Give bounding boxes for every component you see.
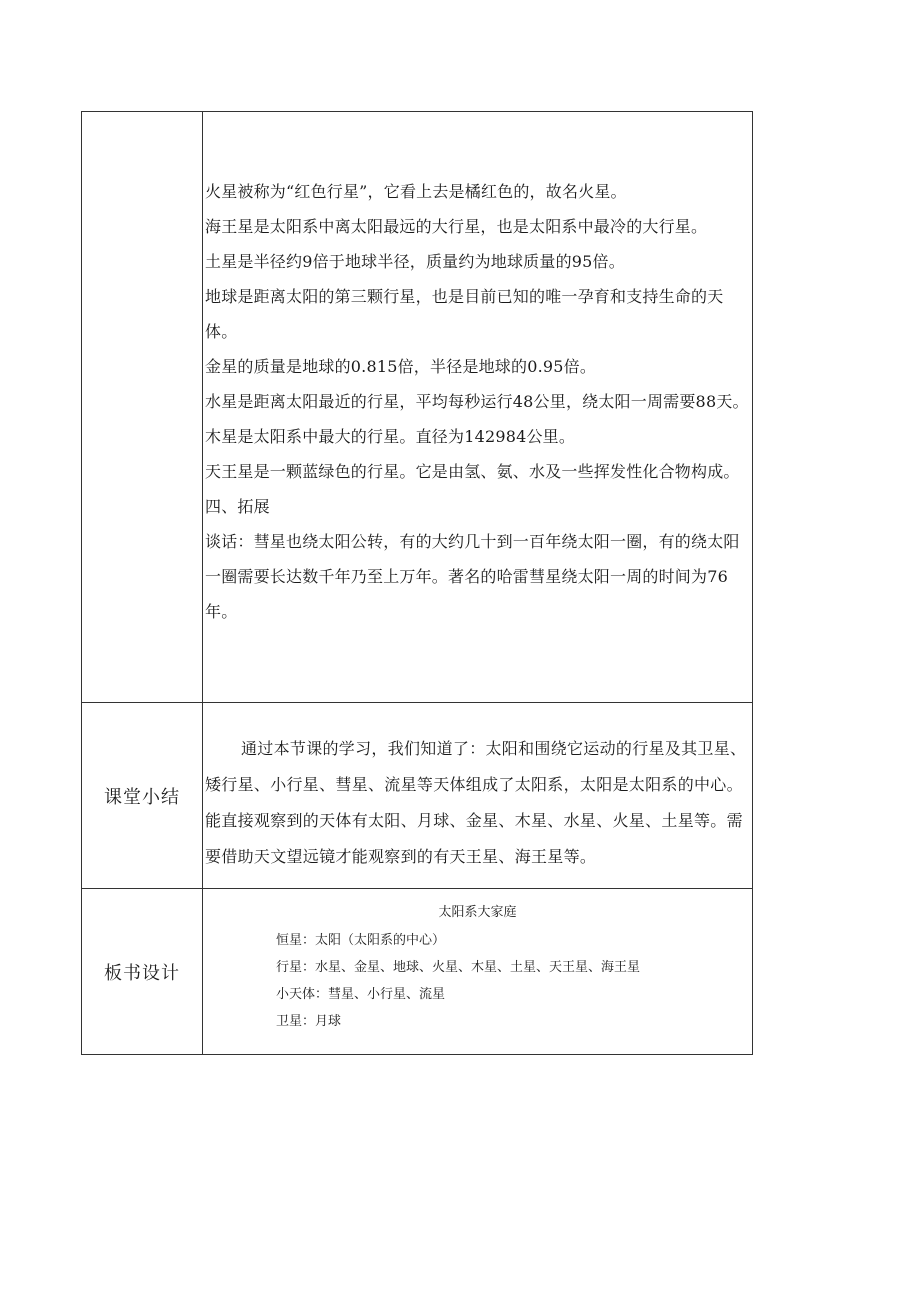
mercury-text: 水星是距离太阳最近的行星，平均每秒运行48公里，绕太阳一周需要88天。 <box>205 392 749 411</box>
board-row <box>82 889 753 1055</box>
jupiter-text: 木星是太阳系中最大的行星。直径为142984公里。 <box>205 427 576 446</box>
comet-text: 谈话：彗星也绕太阳公转，有的大约几十到一百年绕太阳一圈，有的绕太阳一圈需要长达数千年乃至上万年。著名的哈雷彗星绕太阳一周的时间为76年。 <box>205 532 740 621</box>
neptune-text: 海王星是太阳系中离太阳最远的大行星，也是太阳系中最冷的大行星。 <box>205 217 708 236</box>
board-line-star: 恒星：太阳（太阳系的中心） <box>276 933 446 948</box>
venus-text: 金星的质量是地球的0.815倍，半径是地球的0.95倍。 <box>205 357 597 376</box>
content-cell <box>203 112 753 703</box>
board-label: 板书设计 <box>82 889 203 1055</box>
content-label-cell <box>82 112 203 703</box>
content-row <box>82 112 753 703</box>
board-title: 太阳系大家庭 <box>438 905 517 920</box>
summary-row <box>82 703 753 889</box>
board-line-small-bodies: 小天体：彗星、小行星、流星 <box>276 987 446 1002</box>
summary-text: 通过本节课的学习，我们知道了：太阳和围绕它运动的行星及其卫星、矮行星、小行星、彗星、流星等天体组成了太阳系，太阳是太阳系的中心。能直接观察到的天体有太阳、月球、金星、木星、水星、火星、土星等。需要借助天文望远镜才能观察到的有天王星、海王星等。 <box>205 739 747 866</box>
summary-cell <box>203 703 753 889</box>
mars-text: 火星被称为“红色行星”，它看上去是橘红色的，故名火星。 <box>205 182 627 201</box>
lesson-plan-table <box>81 111 753 1055</box>
saturn-text: 土星是半径约9倍于地球半径，质量约为地球质量的95倍。 <box>205 252 625 271</box>
summary-label: 课堂小结 <box>82 703 203 889</box>
board-line-planets: 行星：水星、金星、地球、火星、木星、土星、天王星、海王星 <box>276 960 641 975</box>
section-heading: 四、拓展 <box>205 497 270 516</box>
board-line-satellite: 卫星：月球 <box>276 1014 342 1029</box>
board-cell <box>203 889 753 1055</box>
earth-text: 地球是距离太阳的第三颗行星，也是目前已知的唯一孕育和支持生命的天体。 <box>205 287 724 341</box>
uranus-text: 天王星是一颗蓝绿色的行星。它是由氢、氨、水及一些挥发性化合物构成。 <box>205 462 740 481</box>
